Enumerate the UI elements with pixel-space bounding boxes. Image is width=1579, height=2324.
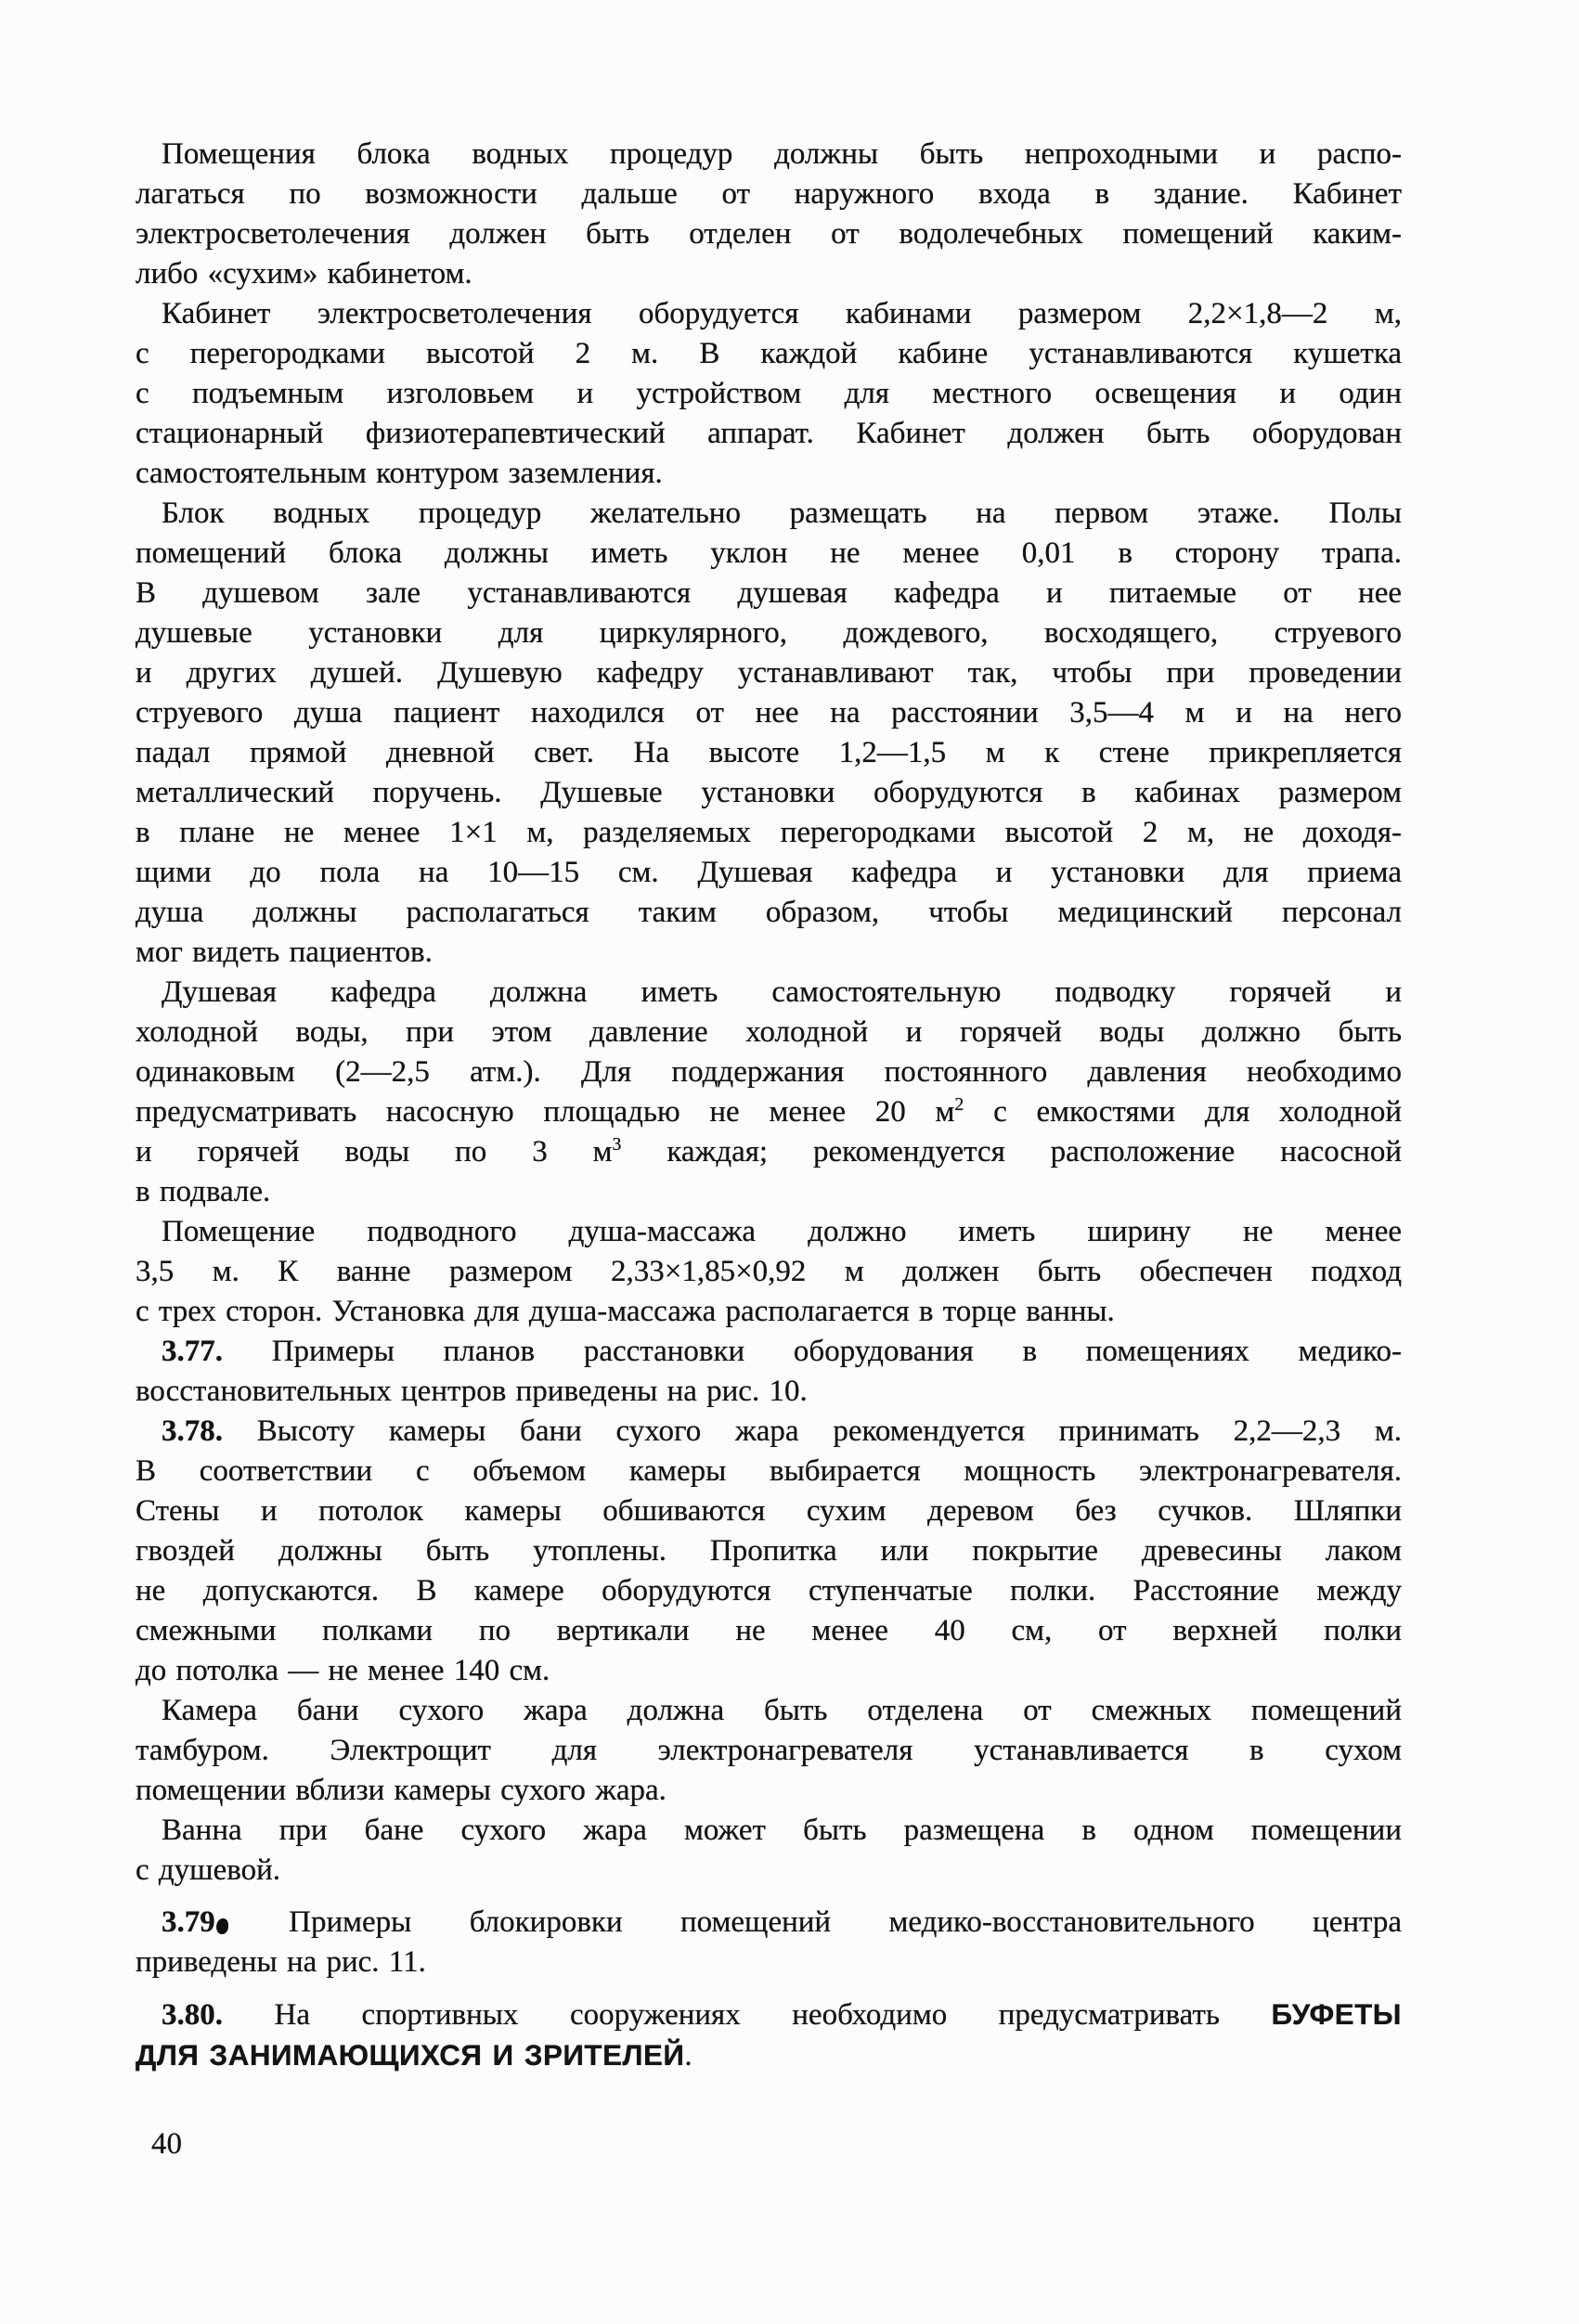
text-line: [136, 1851, 1402, 1891]
text-run: помещений блока должны иметь уклон не менее 0,01 в сторону трапа.: [136, 536, 1402, 570]
paragraph: [136, 494, 1402, 973]
text-run: либо «сухим» кабинетом.: [136, 257, 472, 290]
text-line: [136, 1292, 1402, 1332]
text-run: восстановительных центров приведены на рис. 10.: [136, 1375, 808, 1408]
text-run: мог видеть пациентов.: [136, 936, 433, 969]
text-line: [136, 613, 1402, 653]
text-run: стационарный физиотерапевтический аппарат. Кабинет должен быть оборудован: [136, 417, 1402, 450]
text-run: самостоятельным контуром заземления.: [136, 457, 663, 490]
text-run: приведены на рис. 11.: [136, 1945, 426, 1979]
text-run: с емкостями для холодной: [964, 1095, 1402, 1129]
text-run: 3,5 м. К ванне размером 2,33×1,85×0,92 м должен быть обеспечен подход: [136, 1255, 1402, 1288]
text-run: душевые установки для циркулярного, дождевого, восходящего, струевого: [136, 616, 1402, 650]
text-run: тамбуром. Электрощит для электронагревателя устанавливается в сухом: [136, 1734, 1402, 1767]
emphasis-text: 3.80.: [162, 1998, 223, 2032]
text-run: с трех сторон. Установка для душа-массажа располагается в торце ванны.: [136, 1295, 1115, 1328]
text-run: гвоздей должны быть утоплены. Пропитка или покрытие древесины лаком: [136, 1534, 1402, 1568]
text-run: Помещения блока водных процедур должны быть непроходными и распо-: [162, 137, 1402, 171]
text-run: .: [684, 2039, 692, 2072]
text-run: Примеры планов расстановки оборудования в помещениях медико-: [223, 1335, 1402, 1368]
text-line: [136, 1092, 1402, 1132]
text-line: [136, 1651, 1402, 1691]
text-line: [136, 1013, 1402, 1052]
text-run: щими до пола на 10—15 см. Душевая кафедра и установки для приема: [136, 856, 1402, 889]
text-run: холодной воды, при этом давление холодной и горячей воды должно быть: [136, 1015, 1402, 1049]
page-number: 40: [151, 2127, 182, 2161]
text-line: [136, 1172, 1402, 1212]
text-line: [136, 254, 1402, 294]
document-body: [136, 135, 1402, 2076]
text-line: [136, 653, 1402, 693]
text-line: [136, 574, 1402, 613]
paragraph: [136, 1903, 1402, 1982]
text-run: лагаться по возможности дальше от наружного входа в здание. Кабинет: [136, 177, 1402, 211]
text-line: [136, 733, 1402, 773]
text-line: [136, 1491, 1402, 1531]
emphasis-text: 3.77.: [162, 1335, 223, 1368]
text-line: [136, 1995, 1402, 2035]
text-line: [136, 893, 1402, 933]
text-run: струевого душа пациент находился от нее на расстоянии 3,5—4 м и на него: [136, 696, 1402, 729]
text-line: [136, 1132, 1402, 1172]
text-line: [136, 1691, 1402, 1731]
text-line: [136, 1571, 1402, 1611]
text-line: [136, 174, 1402, 214]
text-run: до потолка — не менее 140 см.: [136, 1654, 550, 1687]
text-run: в подвале.: [136, 1175, 271, 1208]
text-run: Ванна при бане сухого жара может быть размещена в одном помещении: [162, 1814, 1402, 1847]
text-line: [136, 853, 1402, 893]
text-run: 2: [954, 1094, 964, 1115]
paragraph: [136, 1332, 1402, 1412]
text-run: электросветолечения должен быть отделен от водолечебных помещений каким-: [136, 217, 1402, 251]
text-line: [136, 135, 1402, 174]
text-run: Кабинет электросветолечения оборудуется кабинами размером 2,2×1,8—2 м,: [162, 297, 1402, 330]
text-line: [136, 1811, 1402, 1851]
text-run: металлический поручень. Душевые установки оборудуются в кабинах размером: [136, 776, 1402, 809]
text-line: [136, 933, 1402, 973]
text-run: смежными полками по вертикали не менее 40 см, от верхней полки: [136, 1614, 1402, 1647]
text-run: В душевом зале устанавливаются душевая кафедра и питаемые от нее: [136, 576, 1402, 610]
text-line: [136, 813, 1402, 853]
text-run: Примеры блокировки помещений медико-восстановительного центра: [230, 1905, 1402, 1939]
text-run: помещении вблизи камеры сухого жара.: [136, 1774, 667, 1807]
paragraph: [136, 135, 1402, 294]
text-line: [136, 334, 1402, 374]
text-line: [136, 1412, 1402, 1452]
emphasis-text: ДЛЯ ЗАНИМАЮЩИХСЯ И ЗРИТЕЛЕЙ: [136, 2039, 685, 2072]
text-line: [136, 214, 1402, 254]
text-run: душа должны располагаться таким образом, чтобы медицинский персонал: [136, 896, 1402, 929]
text-line: [136, 1903, 1402, 1943]
text-run: каждая; рекомендуется расположение насосной: [621, 1135, 1402, 1168]
text-run: Блок водных процедур желательно размещать на первом этаже. Полы: [162, 497, 1402, 530]
text-line: [136, 1252, 1402, 1292]
text-line: [136, 294, 1402, 334]
text-run: в плане не менее 1×1 м, разделяемых перегородками высотой 2 м, не доходя-: [136, 816, 1402, 849]
text-line: [136, 1731, 1402, 1771]
text-line: [136, 1611, 1402, 1651]
text-run: 3: [612, 1134, 622, 1155]
text-line: [136, 534, 1402, 574]
text-run: с душевой.: [136, 1853, 281, 1887]
text-line: [136, 494, 1402, 534]
text-line: [136, 1452, 1402, 1491]
ink-blot-icon: [216, 1918, 228, 1934]
text-run: падал прямой дневной свет. На высоте 1,2—1,5 м к стене прикрепляется: [136, 736, 1402, 769]
text-run: Камера бани сухого жара должна быть отделена от смежных помещений: [162, 1694, 1402, 1727]
text-run: и других душей. Душевую кафедру устанавливают так, чтобы при проведении: [136, 656, 1402, 690]
text-run: и горячей воды по 3 м: [136, 1135, 613, 1168]
text-run: с перегородками высотой 2 м. В каждой кабине устанавливаются кушетка: [136, 337, 1402, 370]
emphasis-text: 3.79: [162, 1905, 215, 1939]
text-run: с подъемным изголовьем и устройством для местного освещения и один: [136, 377, 1402, 410]
text-run: Высоту камеры бани сухого жара рекомендуется принимать 2,2—2,3 м.: [223, 1414, 1402, 1448]
paragraph: [136, 1691, 1402, 1811]
paragraph: [136, 1995, 1402, 2076]
text-run: На спортивных сооружениях необходимо предусматривать: [223, 1998, 1272, 2032]
emphasis-text: БУФЕТЫ: [1271, 1998, 1402, 2031]
text-line: [136, 1943, 1402, 1982]
text-run: одинаковым (2—2,5 атм.). Для поддержания постоянного давления необходимо: [136, 1055, 1402, 1089]
text-run: не допускаются. В камере оборудуются ступенчатые полки. Расстояние между: [136, 1574, 1402, 1607]
text-line: [136, 693, 1402, 733]
text-run: Помещение подводного душа-массажа должно иметь ширину не менее: [162, 1215, 1402, 1248]
text-line: [136, 454, 1402, 494]
text-line: [136, 1771, 1402, 1811]
paragraph: [136, 1212, 1402, 1332]
text-line: [136, 1372, 1402, 1412]
text-line: [136, 1332, 1402, 1372]
text-line: [136, 1531, 1402, 1571]
text-run: предусматривать насосную площадью не менее 20 м: [136, 1095, 955, 1129]
text-line: [136, 414, 1402, 454]
text-run: В соответствии с объемом камеры выбирается мощность электронагревателя.: [136, 1454, 1402, 1488]
text-line: [136, 1052, 1402, 1092]
paragraph: [136, 1412, 1402, 1691]
text-line: [136, 973, 1402, 1013]
paragraph: [136, 1811, 1402, 1891]
text-line: [136, 2035, 1402, 2076]
text-line: [136, 1212, 1402, 1252]
text-run: Душевая кафедра должна иметь самостоятельную подводку горячей и: [162, 975, 1402, 1009]
paragraph: [136, 973, 1402, 1212]
text-line: [136, 374, 1402, 414]
text-run: Стены и потолок камеры обшиваются сухим деревом без сучков. Шляпки: [136, 1494, 1402, 1528]
text-line: [136, 773, 1402, 813]
emphasis-text: 3.78.: [162, 1414, 223, 1448]
paragraph: [136, 294, 1402, 494]
